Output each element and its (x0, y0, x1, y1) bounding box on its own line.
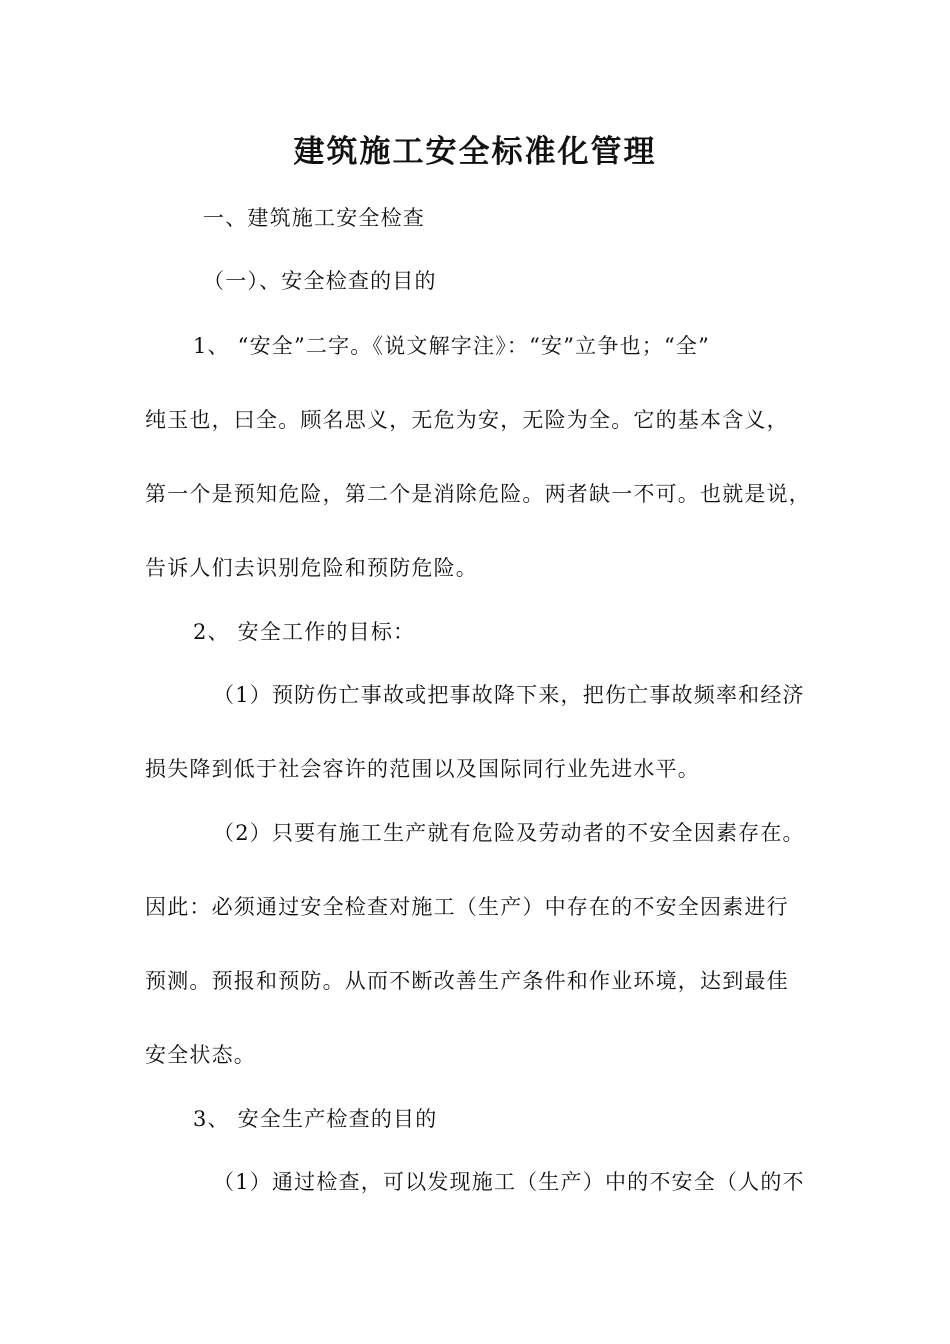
paragraph-line: 安全状态。 (145, 1043, 256, 1067)
paragraph-line: 告诉人们去识别危险和预防危险。 (145, 556, 478, 580)
paragraph-line: 纯玉也，曰全。顾名思义，无危为安，无险为全。它的基本含义， (145, 408, 789, 432)
paragraph-line: （1）通过检查，可以发现施工（生产）中的不安全（人的不 (213, 1170, 805, 1194)
paragraph-line: 1、 “安全”二字。《说文解字注》：“安”立争也；“全” (193, 334, 711, 358)
paragraph-line: （2）只要有施工生产就有危险及劳动者的不安全因素存在。 (213, 821, 805, 845)
paragraph-line: （1）预防伤亡事故或把事故降下来，把伤亡事故频率和经济 (213, 683, 805, 707)
paragraph-line: 预测。预报和预防。从而不断改善生产条件和作业环境，达到最佳 (145, 969, 789, 993)
paragraph-line: 损失降到低于社会容许的范围以及国际同行业先进水平。 (145, 757, 700, 781)
list-heading: 3、 安全生产检查的目的 (193, 1107, 438, 1131)
list-heading: 2、 安全工作的目标： (193, 620, 416, 644)
heading-level-2: （一）、安全检查的目的 (203, 269, 437, 293)
heading-level-1: 一、建筑施工安全检查 (203, 206, 425, 230)
paragraph-line: 因此：必须通过安全检查对施工（生产）中存在的不安全因素进行 (145, 895, 789, 919)
paragraph-line: 第一个是预知危险，第二个是消除危险。两者缺一不可。也就是说， (145, 482, 811, 506)
document-title: 建筑施工安全标准化管理 (293, 134, 657, 170)
